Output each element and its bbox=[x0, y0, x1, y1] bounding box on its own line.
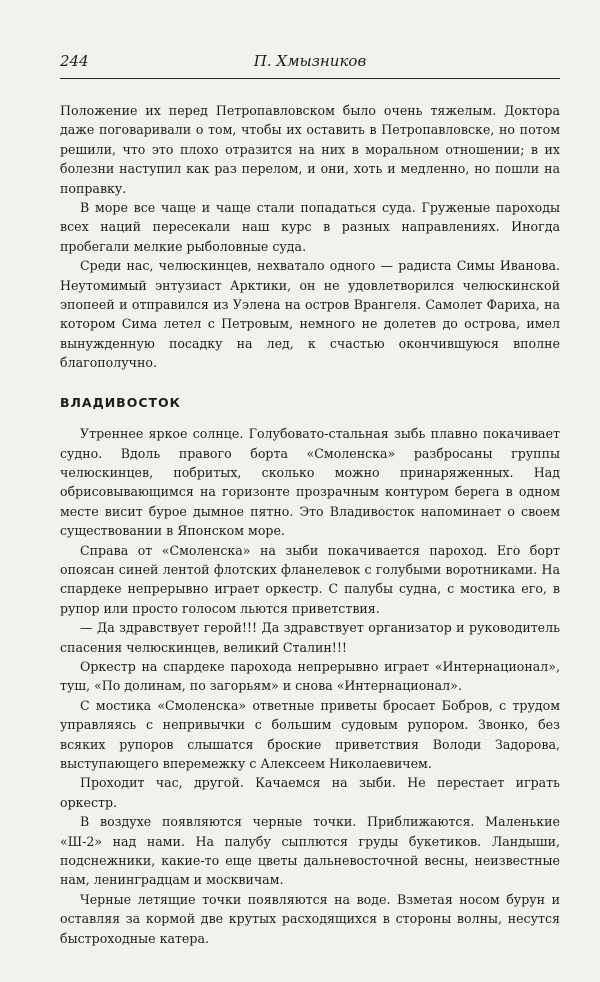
page-body bbox=[60, 101, 560, 948]
book-page bbox=[60, 52, 560, 948]
page-number: 244 bbox=[60, 52, 89, 70]
running-title: П. Хмызников bbox=[253, 52, 367, 70]
paragraph: Справа от «Смоленска» на зыби покачивается пароход. Его борт опоясан синей лентой флотских фланелевок с голубыми воротниками. На спардеке непрерывно играет оркестр. С палубы судна, с мостика его, в рупор или просто голосом льются приветствия. bbox=[60, 542, 560, 616]
paragraph: В воздухе появляются черные точки. Приближаются. Маленькие «Ш-2» над нами. На палубу сыплются груды букетиков. Ландыши, подснежники, какие-то еще цветы дальневосточной весны, неизвестные нам, ленинградцам и москвичам. bbox=[60, 814, 560, 888]
paragraph: Проходит час, другой. Качаемся на зыби. Не перестает играть оркестр. bbox=[60, 775, 560, 810]
paragraph: Положение их перед Петропавловском было очень тяжелым. Доктора даже поговаривали о том, чтобы их оставить в Петропавловске, но потом решили, что это плохо отразится на них в моральном отношении; в их болезни наступил как раз перелом, и они, хоть и медленно, но пошли на поправку. bbox=[60, 103, 560, 196]
page-header bbox=[60, 52, 560, 79]
paragraph: Черные летящие точки появляются на воде. Взметая носом бурун и оставляя за кормой две крутых расходящихся в стороны волны, несутся быстроходные катера. bbox=[60, 891, 560, 946]
paragraph: С мостика «Смоленска» ответные приветы бросает Бобров, с трудом управляясь с непривычки с большим судовым рупором. Звонко, без всяких рупоров слышатся броские приветствия Володи Задорова, выступающего вперемежку с Алексеем Николаевичем. bbox=[60, 697, 560, 771]
paragraph: — Да здравствует герой!!! Да здравствует организатор и руководитель спасения челюскинцев, великий Сталин!!! bbox=[60, 620, 560, 655]
paragraph: Среди нас, челюскинцев, нехватало одного — радиста Симы Иванова. Неутомимый энтузиаст Арктики, он не удовлетворился челюскинской эпопеей и отправился из Уэлена на остров Врангеля. Самолет Фариха, на котором Сима летел с Петровым, немного не долетев до острова, имел вынужденную посадку на лед, к счастью окончившуюся вполне благополучно. bbox=[60, 258, 560, 371]
paragraph: Утреннее яркое солнце. Голубовато-стальная зыбь плавно покачивает судно. Вдоль правого борта «Смоленска» разбросаны группы челюскинцев, побритых, сколько можно принаряженных. Над обрисовывающимся на горизонте прозрачным контуром берега в одном месте висит бурое дымное пятно. Это Владивосток напоминает о своем существовании в Японском море. bbox=[60, 426, 560, 539]
section-title: ВЛАДИВОСТОК bbox=[60, 394, 181, 410]
paragraph: Оркестр на спардеке парохода непрерывно играет «Интернационал», туш, «По долинам, по загорьям» и снова «Интернационал». bbox=[60, 658, 560, 694]
paragraph: В море все чаще и чаще стали попадаться суда. Груженые пароходы всех наций пересекали наш курс в разных направлениях. Иногда пробегали мелкие рыболовные суда. bbox=[60, 200, 560, 254]
